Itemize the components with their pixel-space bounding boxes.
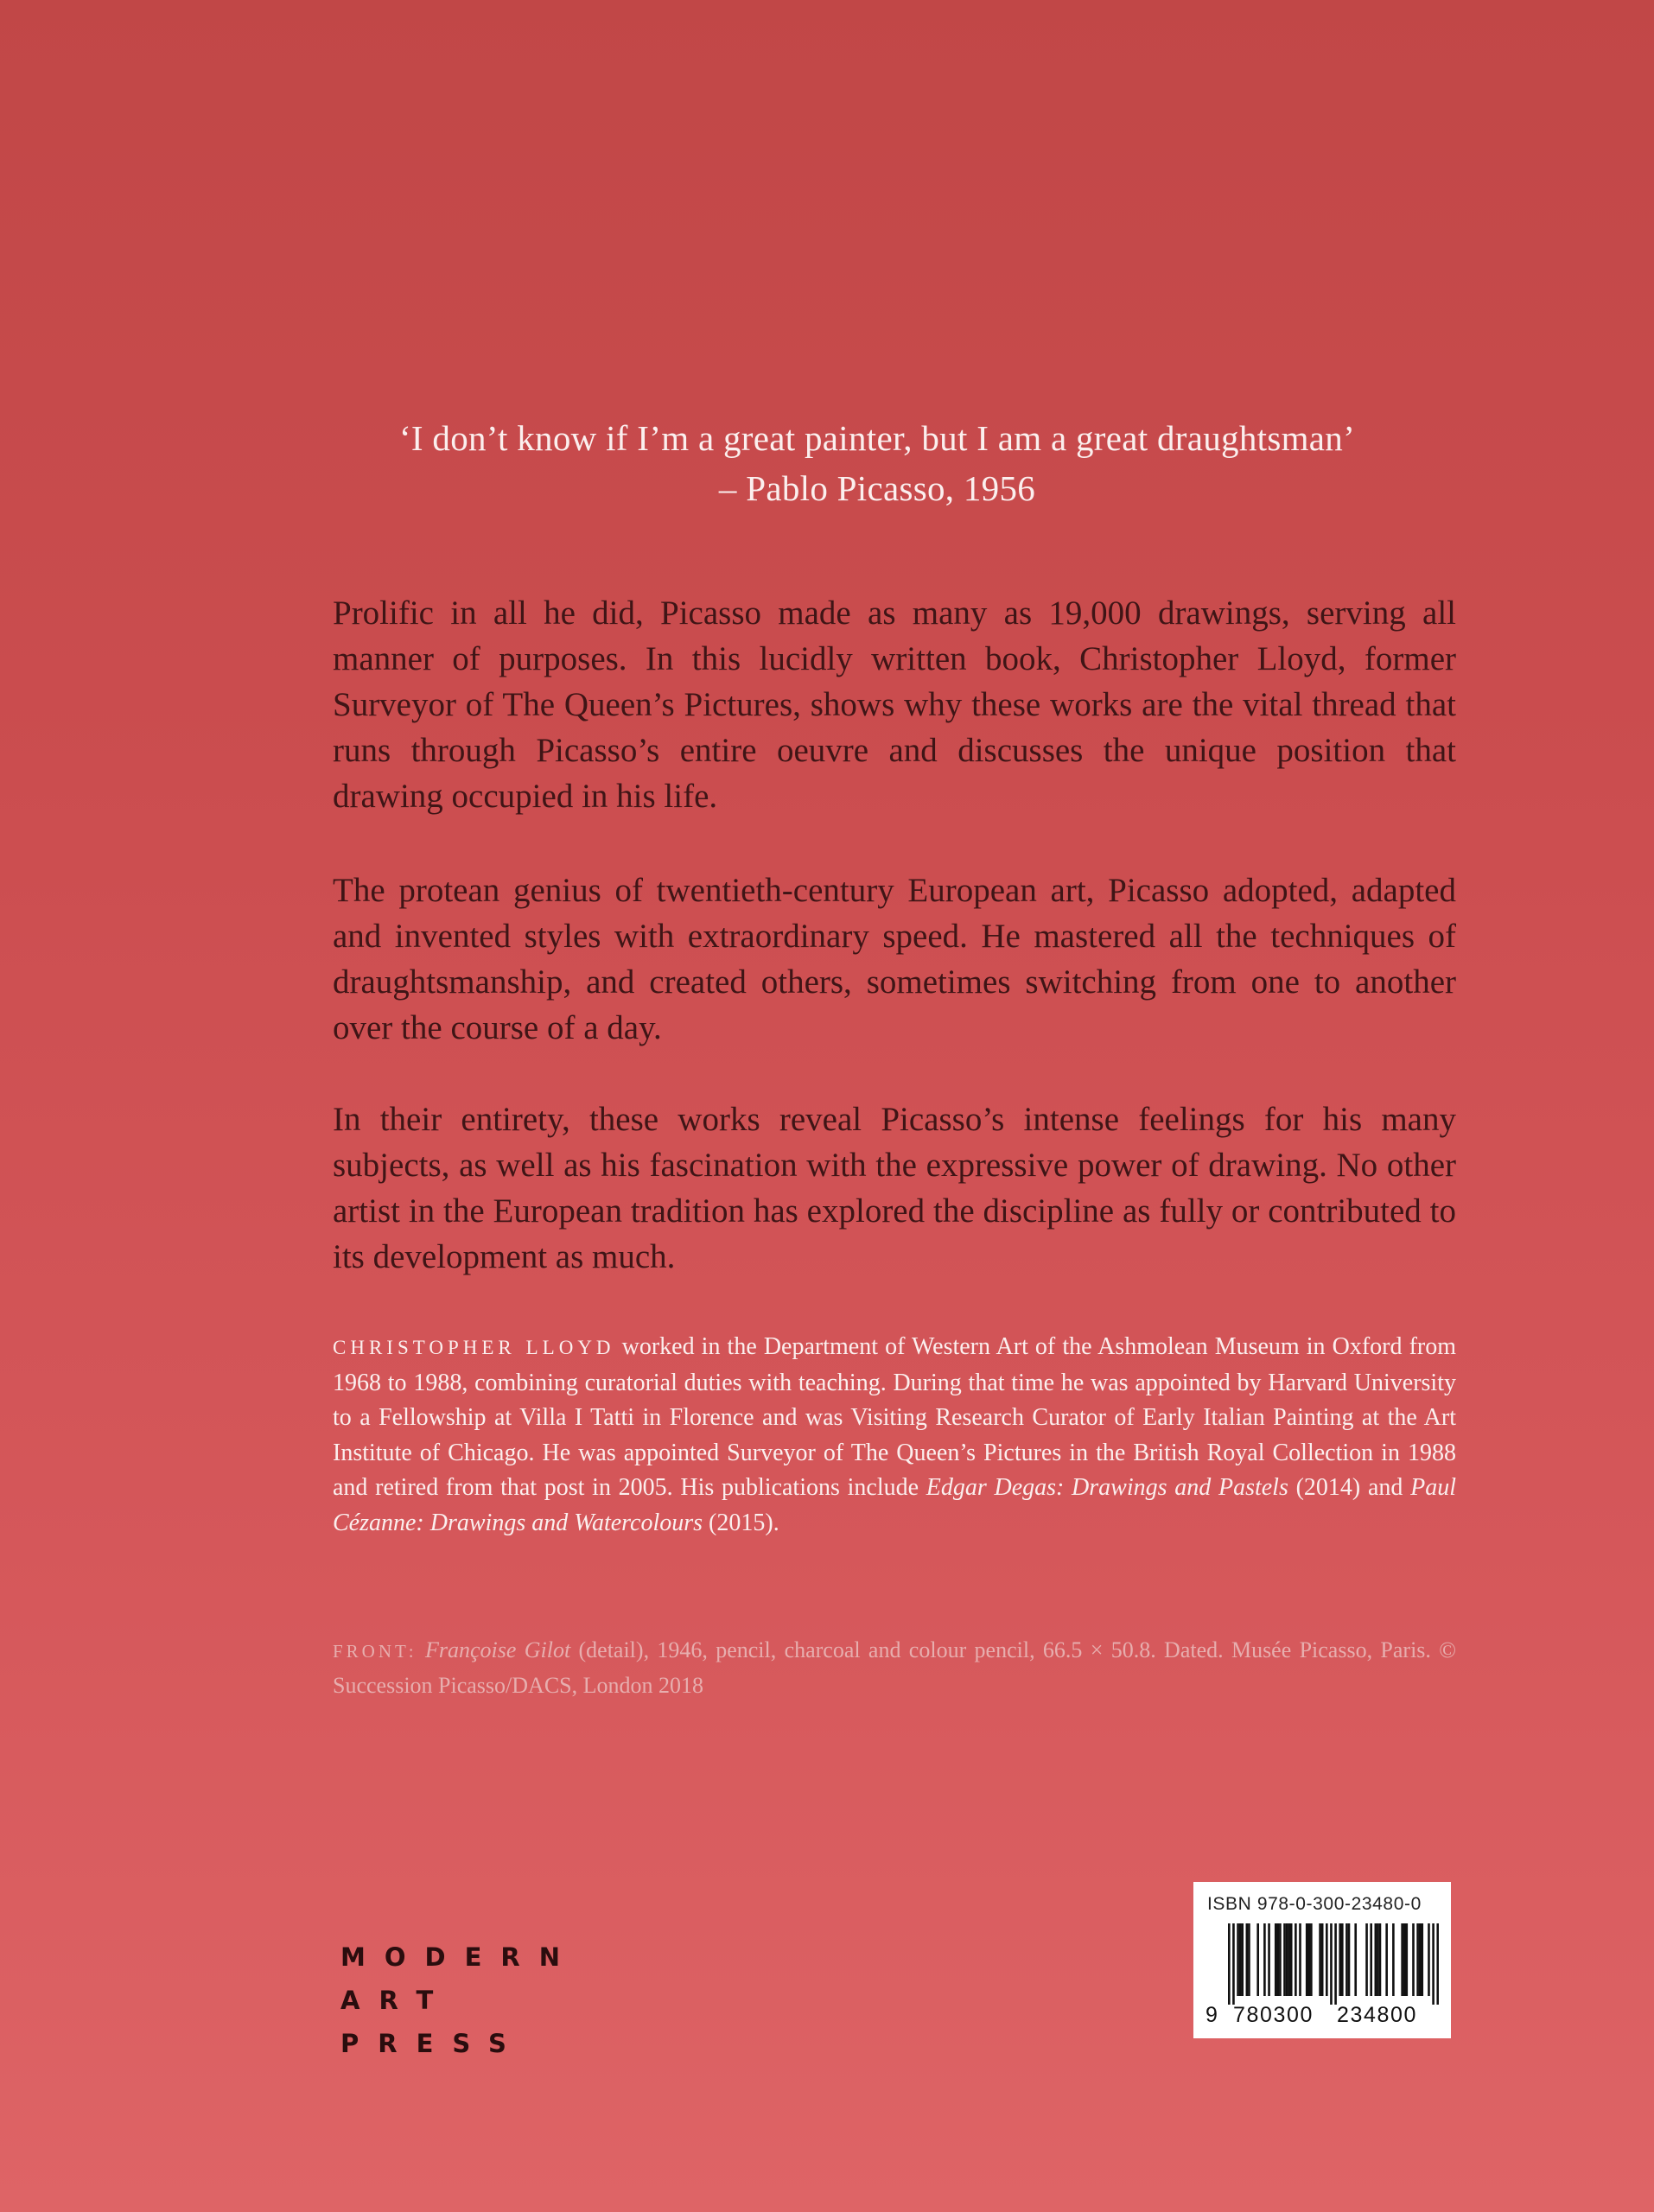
barcode-bar (1377, 1923, 1379, 1996)
barcode-bar (1299, 1923, 1301, 1996)
author-name: CHRISTOPHER LLOYD (333, 1337, 615, 1358)
barcode-bar (1419, 1923, 1422, 1996)
front-cover-credit (333, 1633, 1456, 1702)
barcode-bar (1375, 1923, 1377, 1996)
barcode-bar (1421, 1923, 1423, 1996)
barcode-bar (1232, 1923, 1235, 2005)
barcode-bar (1246, 1923, 1249, 1996)
isbn-number: ISBN 978-0-300-23480-0 (1207, 1894, 1422, 1914)
isbn-barcode-box (1193, 1882, 1451, 2038)
barcode-bar (1379, 1923, 1382, 1996)
barcode-bar (1295, 1923, 1297, 1996)
author-bio (333, 1330, 1456, 1541)
barcode-bar (1403, 1923, 1406, 1996)
quote-attribution: – Pablo Picasso, 1956 (718, 468, 1036, 508)
picasso-quote (285, 413, 1469, 513)
barcode-bar (1307, 1923, 1310, 1996)
barcode-bar (1370, 1923, 1372, 1996)
barcode-bar (1288, 1923, 1290, 1996)
barcode-bar (1428, 1923, 1430, 1996)
barcode-bar (1345, 1923, 1348, 1996)
barcode-bar (1385, 1923, 1388, 1996)
barcode-bar (1339, 1923, 1341, 1996)
barcode-bar (1401, 1923, 1403, 1996)
barcode-bar (1263, 1923, 1266, 1996)
barcode-bar (1354, 1923, 1357, 1996)
publisher-line-3: PRESS (340, 2029, 525, 2058)
barcode-bar (1416, 1923, 1419, 1996)
barcode-bar (1286, 1923, 1288, 1996)
barcode-bar (1319, 1923, 1321, 1996)
barcode-bar (1405, 1923, 1408, 1996)
barcode-bar (1365, 1923, 1368, 1996)
barcode-bar (1432, 1923, 1435, 2005)
barcode-bar (1326, 1923, 1328, 1996)
barcode-bar (1268, 1923, 1270, 1996)
blurb-paragraph-1: Prolific in all he did, Picasso made as many as 19,000 drawings, serving all manner of purposes. In this lucidly written book, Christopher Lloyd, former Surveyor of The Queen’s Pictures, shows why these works are the vital thread that runs through Picasso’s entire oeuvre and discusses the unique position that drawing occupied in his life. (333, 594, 1456, 815)
barcode (1228, 1923, 1439, 2005)
barcode-bar (1228, 1923, 1231, 2005)
barcode-lead-digit: 9 (1206, 2003, 1218, 2027)
barcode-bar (1256, 1923, 1259, 1996)
barcode-digits-right: 234800 (1337, 2003, 1418, 2027)
book-title-degas: Edgar Degas: Drawings and Pastels (926, 1474, 1288, 1501)
barcode-bar (1348, 1923, 1351, 1996)
barcode-bar (1306, 1923, 1308, 1996)
barcode-bar (1341, 1923, 1344, 1996)
publisher-logo (340, 1936, 579, 2065)
barcode-bar (1239, 1923, 1242, 1996)
bio-text-year-2: (2015). (703, 1509, 779, 1536)
bio-text-year-1: (2014) and (1288, 1474, 1411, 1501)
book-title-cezanne: Paul Cézanne: Drawings and Watercolours (333, 1474, 1456, 1536)
barcode-bar (1290, 1923, 1293, 1996)
barcode-bar (1277, 1923, 1280, 1996)
barcode-bar (1248, 1923, 1250, 1996)
artwork-title: Françoise Gilot (424, 1637, 571, 1662)
barcode-bar (1275, 1923, 1277, 1996)
bio-text: worked in the Department of Western Art of the Ashmolean Museum in Oxford from 1968 to 1988, combining curatorial duties with teaching. During that time he was appointed by Harvard University to a Fellowship at Villa I Tatti in Florence and was Visiting Research Curator of Early Italian Painting at the Art Institute of Chicago. He was appointed Surveyor of The Queen’s Pictures in the British Royal Collection in 1988 and retired from that post in 2005. His publications include (333, 1333, 1456, 1501)
barcode-bar (1412, 1923, 1415, 1996)
barcode-bar (1310, 1923, 1313, 1996)
barcode-bar (1334, 1923, 1337, 2005)
barcode-digits-left: 780300 (1233, 2003, 1314, 2027)
barcode-bar (1321, 1923, 1324, 1996)
credit-text: (detail), 1946, pencil, charcoal and colour pencil, 66.5 × 50.8. Dated. Musée Picasso, Paris. © Succession Picasso/DACS, London 2018 (333, 1637, 1456, 1698)
blurb-paragraph-3: In their entirety, these works reveal Picasso’s intense feelings for his many subjects, as well as his fascination with the expressive power of drawing. No other artist in the European tradition has explored the discipline as fully or contributed to its development as much. (333, 1101, 1456, 1275)
barcode-bar (1237, 1923, 1239, 1996)
barcode-bar (1241, 1923, 1244, 1996)
barcode-bar (1330, 1923, 1333, 2005)
blurb-paragraph-2: The protean genius of twentieth-century European art, Picasso adopted, adapted and invented styles with extraordinary speed. He mastered all the techniques of draughtsmanship, and created others, sometimes switching from one to another over the course of a day. (333, 872, 1456, 1046)
barcode-bar (1279, 1923, 1282, 1996)
quote-text: ‘I don’t know if I’m a great painter, but I am a great draughtsman’ (398, 418, 1356, 458)
credit-label: FRONT: (333, 1641, 417, 1662)
barcode-bar (1283, 1923, 1286, 1996)
barcode-bar (1392, 1923, 1395, 1996)
publisher-line-2: ART (340, 1986, 453, 2015)
publisher-line-1: MODERN (340, 1942, 579, 1972)
barcode-bar (1436, 1923, 1439, 2005)
